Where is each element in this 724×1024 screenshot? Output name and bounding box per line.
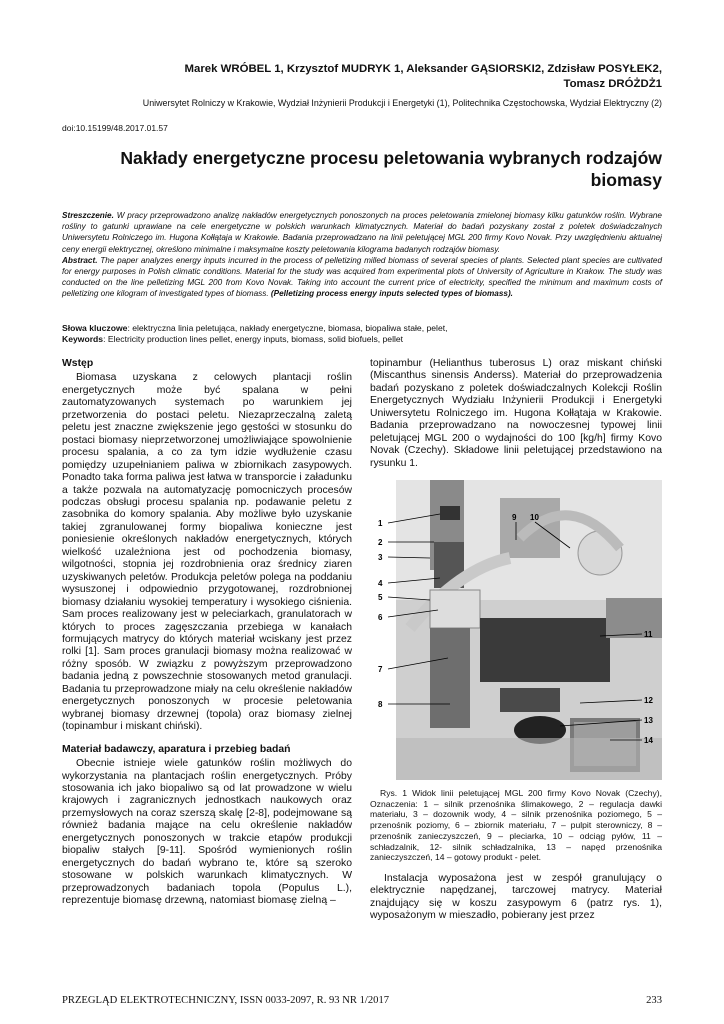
callout-13: 13 (644, 716, 653, 726)
intro-heading: Wstęp (62, 358, 94, 369)
abstract-block (62, 210, 662, 300)
intro-paragraph: Biomasa uzyskana z celowych plantacji roślin energetycznych może być spalana w pełni zautomatyzowanych systemach po warunkiem jej przetworzenia do postaci peletu. Niezaprzeczalną zaletą peletu jest znaczne zwiększenie jego gęstości w stosunku do postaci biomasy nieprzetworzonej umożliwiające spowolnienie procesu spalania, a co za tym idzie wydłużenie czasu pomiędzy uzupełnianiem paliwa w zbiornikach zasypowych. Ponadto taka forma paliwa jest łatwa w transporcie i załadunku a także pozwala na automatyzację pomocniczych procesów podczas obsługi procesu spalania np. podawanie peletu z zasobnika do komory spalania. Aby możliwe było uzyskanie takiej zgranulowanej formy biopaliwa konieczne jest poniesienie określonych nakładów energetycznych, których wielkość uzależniona jest od pochodzenia biomasy, wilgotności, stopnia jej rozdrobnienia oraz średnicy ziaren uzyskiwanych peletów. Produkcja peletów polega na poddaniu wysuszonej i odpowiednio przygotowanej, rozdrobnionej biomasy działaniu wysokiej temperatury i wysokiego ciśnienia. Sam proces realizowany jest w peleciarkach, granulatorach w których to proces zagęszczania przebiega w kanałach formujących matrycy do których materiał wciskany jest przez rolki [1]. Sam proces granulacji biomasy można realizować w różny sposób. W związku z powyższym przeprowadzono badania jedną z powszechnie stosowanych metod granulacji. Badania tu przeprowadzone miały na celu określenie nakładów energetycznych ponoszonych w procesie peletowania wybranej biomasy drzewnej (topola) oraz biomasy zielnej (topinambur i miskant chiński). (62, 372, 352, 733)
authors-line-2: Tomasz DRÓŻDŻ1 (563, 78, 662, 90)
keywords-en-text: : Electricity production lines pellet, energy inputs, biomass, solid biofuels, pellet (103, 334, 404, 345)
affiliation: Uniwersytet Rolniczy w Krakowie, Wydział Inżynierii Produkcji i Energetyki (1), Politechnika Częstochowska, Wydział Elektryczny (2) (142, 98, 662, 108)
callout-10: 10 (530, 513, 539, 523)
left-column (62, 358, 352, 907)
abstract-en-label: Abstract. (62, 255, 98, 265)
page-footer (62, 995, 662, 1006)
authors-line-1: Marek WRÓBEL 1, Krzysztof MUDRYK 1, Aleksander GĄSIORSKI2, Zdzisław POSYŁEK2, (184, 63, 662, 75)
keywords-pl-text: : elektryczna linia peletująca, nakłady energetyczne, biomasa, biopaliwa stałe, pelet, (127, 323, 448, 333)
callout-14: 14 (644, 736, 653, 746)
keywords-pl (62, 323, 662, 334)
callout-5: 5 (378, 593, 383, 603)
page-number: 233 (646, 995, 662, 1006)
keywords-en-label: Keywords (62, 334, 104, 345)
abstract-en-text: The paper analyzes energy inputs incurred in the process of pelletizing milled biomass of several species of plants. Selected plant species are cultivated for energy purposes in Polish climatic conditions. Material for the study was acquired from experimental plots of University of Agriculture in Krakow. The study was conducted on the line pelletizing MGL 200 from Kovo Novak. Taking into account the current price of electricity, specified the minimum and maximum costs of pelletizing one kilogram of investigated types of biomass. (62, 255, 662, 299)
callout-4: 4 (378, 579, 383, 589)
figure-pelletizing-line (370, 478, 662, 784)
callout-3: 3 (378, 553, 383, 563)
callout-2: 2 (378, 538, 383, 548)
callout-12: 12 (644, 696, 653, 706)
callout-7: 7 (378, 665, 383, 675)
doi[interactable]: doi:10.15199/48.2017.01.57 (62, 123, 168, 133)
figure-caption: Rys. 1 Widok linii peletującej MGL 200 firmy Kovo Novak (Czechy), Oznaczenia: 1 – silnik przenośnika ślimakowego, 2 – regulacja dawki materiału, 3 – dozownik wody, 4 – silnik przenośnika poziomego, 5 – przenośnik poziomy, 6 – zbiornik materiału, 7 – pulpit sterowniczy, 8 – przenośnik zanieczyszczeń, 9 – pleciarka, 10 – odciąg pyłów, 11 – schładzalnik, 12- silnik schładzalnika, 13 – napęd przenośnika zanieczyszczeń, 14 – gotowy produkt - pelet. (370, 788, 662, 863)
abstract-en-title: (Pelletizing process energy inputs selected types of biomass). (270, 289, 513, 299)
keywords-pl-label: Słowa kluczowe (62, 323, 128, 333)
abstract-pl-label: Streszczenie. (62, 211, 114, 220)
keywords-en (62, 334, 662, 345)
callout-9: 9 (512, 513, 517, 523)
paper-title: Nakłady energetyczne procesu peletowania wybranych rodzajów biomasy (120, 148, 662, 190)
journal-info: PRZEGLĄD ELEKTROTECHNICZNY, ISSN 0033-2097, R. 93 NR 1/2017 (62, 995, 390, 1006)
materials-heading: Materiał badawczy, aparatura i przebieg badań (62, 743, 291, 755)
abstract-pl (62, 210, 662, 255)
abstract-en (62, 255, 662, 300)
pelletizing-line-photo (370, 478, 662, 784)
materials-paragraph: Obecnie istnieje wiele gatunków roślin możliwych do wykorzystania na plantacjach roślin energetycznych. Próby stosowania ich jako biopaliwo są od lat prowadzone w wielu krajowych i zagranicznych jednostkach naukowych oraz przemysłowych na coraz szerszą skalę [2-8], podejmowane są również badania mające na celu określenie nakładów energetycznych ponoszonych w trakcie etapów produkcji biopaliw stałych [9-11]. Spośród wymienionych roślin energetycznych do badań wybrano te, które są szeroko stosowane w polskich warunkach klimatycznych. W przeprowadzonych badaniach topola (Populus L.), reprezentuje biomasę drzewną, natomiast biomasę zielną – (62, 758, 352, 907)
callout-8: 8 (378, 700, 383, 710)
callout-1: 1 (378, 519, 383, 529)
abstract-pl-text: W pracy przeprowadzono analizę nakładów energetycznych ponoszonych na proces peletowania zmielonej biomasy kilku gatunków roślin. Wybrane rośliny to gatunki uprawiane na cele energetyczne w polskich warunkach klimatycznych. Materiał do badań pozyskany został z poletek doświadczalnych Uniwersytetu Rolniczego im. Hugona Kołłątaja w Krakowie. Badania przeprowadzano na linii peletującej MGL 200 firmy Kovo Novak. Przy uwzględnieniu aktualnej ceny energii elektrycznej, określono minimalne i maksymalne koszty peletowania kilograma badanych rodzajów biomasy. (62, 211, 662, 254)
keywords-block (62, 323, 662, 345)
right-column (370, 358, 662, 923)
installation-paragraph: Instalacja wyposażona jest w zespół granulujący o elektrycznie napędzanej, tarczowej matrycy. Materiał znajdujący się w koszu zasypowym 6 (patrz rys. 1), wyposażonym w mieszadło, pobierany jest przez (370, 873, 662, 922)
continued-paragraph: topinambur (Helianthus tuberosus L) oraz miskant chiński (Miscanthus sinensis Anderss). Materiał do przeprowadzenia badań pozyskano z poletek doświadczalnych Kolekcji Roślin Energetycznych Wydziału Inżynierii Produkcji i Energetyki Uniwersytetu Rolniczego im. Hugona Kołłątaja w Krakowie. Badania przeprowadzano na nowoczesnej typowej linii peletującej MGL 200 o wydajności do 100 [kg/h] firmy Kovo Novak (Czechy). Składowe linii peletującej przedstawiono na rysunku 1. (370, 358, 662, 469)
callout-6: 6 (378, 613, 383, 623)
authors (102, 62, 662, 92)
callout-11: 11 (644, 630, 653, 640)
